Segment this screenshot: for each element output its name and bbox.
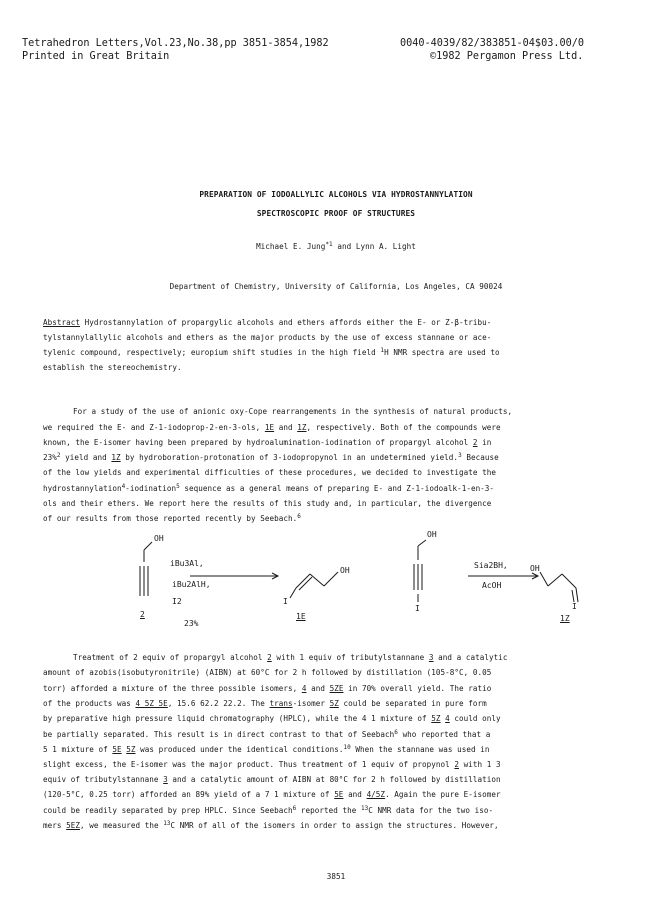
para1-text-3a: known, the E-isomer having been prepared by hydroalumination-iodination of propargyl alcohol xyxy=(43,438,469,447)
para2-line-11 xyxy=(43,806,493,815)
p2-compound-5ZE: 5ZE xyxy=(329,684,344,693)
para1-line-1: For a study of the use of anionic oxy-Cope rearrangements in the synthesis of natural products, xyxy=(73,407,513,416)
para2-text-4a: of the products was xyxy=(43,699,131,708)
compound-1E: 1E xyxy=(264,423,275,432)
para2-text-3a: torr) afforded a mixture of the three possible isomers, xyxy=(43,684,298,693)
compound-1Z-label: 1Z xyxy=(560,614,570,623)
yield-23: 23% xyxy=(184,619,199,628)
para2-text-1a: Treatment of 2 equiv of propargyl alcohol xyxy=(73,653,263,662)
para2-line-5 xyxy=(43,714,501,723)
para1-text-4c: by hydroboration-protonation of 3-iodopropynol in an undetermined yield. xyxy=(125,453,459,462)
para2-text-9b: and a catalytic amount of AIBN at 80°C for 2 h followed by distillation xyxy=(172,775,501,784)
paper-subtitle: SPECTROSCOPIC PROOF OF STRUCTURES xyxy=(256,209,416,218)
para2-text-9a: equiv of tributylstannane xyxy=(43,775,159,784)
compound-1Z: 1Z xyxy=(297,423,307,432)
para2-text-12c: C NMR of all of the isomers in order to assign the structures. However, xyxy=(170,821,499,830)
para2-line-10 xyxy=(43,790,501,799)
para2-text-6b: who reported that a xyxy=(402,730,491,739)
para2-text-10a: (120-5°C, 0.25 torr) afforded an 89% yield of a 7 1 mixture of xyxy=(43,790,330,799)
para2-line-8 xyxy=(43,760,501,769)
para2-line-7 xyxy=(43,745,489,754)
copyright: ©1982 Pergamon Press Ltd. xyxy=(430,51,584,62)
iodo-label-right: I xyxy=(415,604,420,613)
abstract-text-3b: H NMR spectra are used to xyxy=(384,348,500,357)
p2-compound-5E: 5E xyxy=(112,745,122,754)
para1-line-8 xyxy=(43,514,301,523)
author-1-mark: *1 xyxy=(325,241,333,248)
reagent-i2: I2 xyxy=(172,597,182,606)
abstract-line-3 xyxy=(43,348,500,357)
para2-and-10: and xyxy=(348,790,362,799)
para1-line-6 xyxy=(43,484,494,493)
para2-text-1c: and a catalytic xyxy=(438,653,508,662)
para2-line-6 xyxy=(43,730,490,739)
para1-line-3 xyxy=(43,438,491,447)
abstract-sup: 1 xyxy=(380,347,385,354)
journal-citation: Tetrahedron Letters,Vol.23,No.38,pp 3851-3854,1982 xyxy=(22,38,329,49)
para2-line-2: amount of azobis(isobutyronitrile) (AIBN) at 60°C for 2 h followed by distillation (105-8°C, 0.05 xyxy=(43,668,492,677)
para2-text-4c: -isomer xyxy=(292,699,325,708)
para2-text-10b: . Again the pure E-isomer xyxy=(385,790,501,799)
printed-in: Printed in Great Britain xyxy=(22,51,170,62)
para2-text-6a: be partially separated. This result is in direct contrast to that of Seebach xyxy=(43,730,395,739)
p2-ref-6: 6 xyxy=(394,729,398,736)
reagent-ibu2alh: iBu2AlH, xyxy=(172,580,211,589)
author-2: and Lynn A. Light xyxy=(337,242,416,251)
para2-text-8a: slight excess, the E-isomer was the major product. Thus treatment of 1 equiv of propynol xyxy=(43,760,450,769)
iodo-label-1Z: I xyxy=(572,602,577,611)
para2-text-12b: , we measured the xyxy=(80,821,159,830)
abstract-line-1 xyxy=(43,318,491,327)
affiliation: Department of Chemistry, University of California, Los Angeles, CA 90024 xyxy=(169,282,503,291)
compound-1E-label: 1E xyxy=(296,612,306,621)
ref-2: 2 xyxy=(56,452,61,459)
reaction-scheme xyxy=(100,528,600,638)
p2-ref-10: 10 xyxy=(343,744,351,751)
para1-text-4d: Because xyxy=(466,453,499,462)
para2-text-4d: could be separated in pure form xyxy=(343,699,487,708)
para1-text-4a: 23% xyxy=(43,453,57,462)
p2-sup-13: 13 xyxy=(360,805,369,812)
para2-text-7a: 5 1 mixture of xyxy=(43,745,108,754)
p2-ref-6-b: 6 xyxy=(292,805,297,812)
p2-compound-5Z-c: 5Z xyxy=(126,745,136,754)
para2-text-3b: in 70% overall yield. The ratio xyxy=(348,684,492,693)
abstract-line-2: tylstannylallylic alcohols and ethers as the major products by the use of excess stannane or ace- xyxy=(43,333,492,342)
ref-4: 4 xyxy=(121,483,126,490)
para2-text-7b: was produced under the identical conditions. xyxy=(140,745,344,754)
iodo-label-1E: I xyxy=(283,597,288,606)
compound-2: 2 xyxy=(472,438,478,447)
para1-text-6c: sequence as a general means of preparing E- and Z-1-iodoalk-1-en-3- xyxy=(184,484,495,493)
para1-text-4b: yield and xyxy=(65,453,107,462)
oh-label-left: OH xyxy=(154,534,164,543)
abstract-text-1: Hydrostannylation of propargylic alcohols and ethers affords either the E- or Z-β-tribu- xyxy=(84,318,492,327)
p2-sup-13-b: 13 xyxy=(163,820,171,827)
ref-3: 3 xyxy=(458,452,462,459)
para2-text-7c: When the stannane was used in xyxy=(355,745,490,754)
para2-line-3 xyxy=(43,684,491,693)
p2-compound-5EZ: 5EZ xyxy=(66,821,80,830)
para2-text-5a: by preparative high pressure liquid chromatography (HPLC), while the 4 1 mixture of xyxy=(43,714,427,723)
abstract-label: Abstract xyxy=(43,318,80,327)
ref-6: 6 xyxy=(297,513,301,520)
abstract-line-4: establish the stereochemistry. xyxy=(43,363,182,372)
abstract-text-3a: tylenic compound, respectively; europium shift studies in the high field xyxy=(43,348,376,357)
para2-text-11c: C NMR data for the two iso- xyxy=(368,806,494,815)
p2-compound-4-b: 4 xyxy=(445,714,450,723)
compound-1Z-ref: 1Z xyxy=(111,453,121,462)
para2-line-9 xyxy=(43,775,501,784)
para2-text-1b: with 1 equiv of tributylstannane xyxy=(276,653,425,662)
oh-label-1Z: OH xyxy=(530,564,540,573)
compound-2-label: 2 xyxy=(140,610,145,619)
p2-compound-5E-b: 5E xyxy=(334,790,344,799)
para2-text-12a: mers xyxy=(43,821,62,830)
para1-text-6a: hydrostannylation xyxy=(43,484,122,493)
reagent-ibu3al: iBu3Al, xyxy=(170,559,204,568)
para2-line-12 xyxy=(43,821,499,830)
para2-text-4b: , 15.6 62.2 22.2. The xyxy=(167,699,265,708)
oh-label-1E: OH xyxy=(340,566,350,575)
p2-compound-3: 3 xyxy=(428,653,434,662)
p2-compound-4-5Z: 4/5Z xyxy=(366,790,386,799)
paper-title: PREPARATION OF IODOALLYLIC ALCOHOLS VIA HYDROSTANNYLATION xyxy=(199,190,473,199)
author-1: Michael E. Jung xyxy=(256,242,326,251)
p2-compound-5Z: 5Z xyxy=(329,699,339,708)
oh-label-right: OH xyxy=(427,530,437,539)
para1-text-6b: -iodination xyxy=(125,484,177,493)
para2-text-11a: could be readily separated by prep HPLC. Since Seebach xyxy=(43,806,293,815)
authors xyxy=(0,242,672,251)
para1-line-5: of the low yields and experimental difficulties of these procedures, we decided to investigate the xyxy=(43,468,496,477)
para1-text-2b: , respectively. Both of the compounds were xyxy=(306,423,501,432)
para2-text-8b: with 1 3 xyxy=(463,760,501,769)
para1-line-7: ols and their ethers. We report here the results of this study and, in particular, the divergence xyxy=(43,499,492,508)
ref-5: 5 xyxy=(176,483,180,490)
p2-compound-5Z-b: 5Z xyxy=(431,714,441,723)
p2-compound-3-b: 3 xyxy=(163,775,168,784)
para1-line-4 xyxy=(43,453,499,462)
p2-isomer-list: 4 5Z 5E xyxy=(135,699,168,708)
para1-and: and xyxy=(278,423,293,432)
para2-line-4 xyxy=(43,699,487,708)
para2-line-1 xyxy=(73,653,507,662)
article-code: 0040-4039/82/383851-04$03.00/0 xyxy=(400,38,585,49)
reagent-acoh: AcOH xyxy=(482,581,502,590)
reagent-sia2bh: Sia2BH, xyxy=(474,561,508,570)
para2-text-11b: reported the xyxy=(300,806,357,815)
p2-compound-4: 4 xyxy=(301,684,307,693)
para1-text-3b: in xyxy=(482,438,492,447)
p2-trans: trans xyxy=(269,699,293,708)
para2-text-5b: could only xyxy=(454,714,501,723)
p2-compound-2: 2 xyxy=(267,653,272,662)
para1-text-2a: we required the E- and Z-1-iodoprop-2-en-3-ols, xyxy=(43,423,261,432)
para1-text-8a: of our results from those reported recently by Seebach. xyxy=(43,514,298,523)
para1-line-2 xyxy=(43,423,501,432)
p2-compound-2-b: 2 xyxy=(454,760,459,769)
para2-and-3: and xyxy=(311,684,325,693)
page-number: 3851 xyxy=(326,872,346,881)
